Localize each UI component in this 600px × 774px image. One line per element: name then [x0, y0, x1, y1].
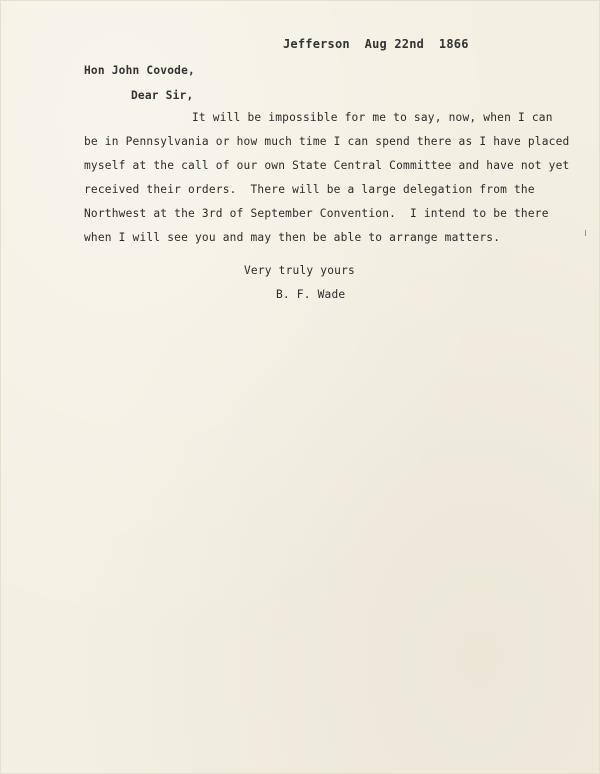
salutation: Dear Sir,	[131, 89, 194, 102]
body-line-3: myself at the call of our own State Central Committee and have not yet	[84, 159, 570, 172]
dateline: Jefferson Aug 22nd 1866	[283, 37, 469, 51]
stray-mark	[585, 230, 586, 236]
body-line-4: received their orders. There will be a large delegation from the	[84, 183, 535, 196]
body-line-2: be in Pennsylvania or how much time I can spend there as I have placed	[84, 135, 570, 148]
recipient-line: Hon John Covode,	[84, 64, 195, 77]
body-line-1: It will be impossible for me to say, now, when I can	[192, 111, 553, 124]
signature: B. F. Wade	[276, 288, 346, 301]
body-line-6: when I will see you and may then be able to arrange matters.	[84, 231, 501, 244]
body-line-5: Northwest at the 3rd of September Convention. I intend to be there	[84, 207, 549, 220]
closing: Very truly yours	[244, 264, 355, 277]
